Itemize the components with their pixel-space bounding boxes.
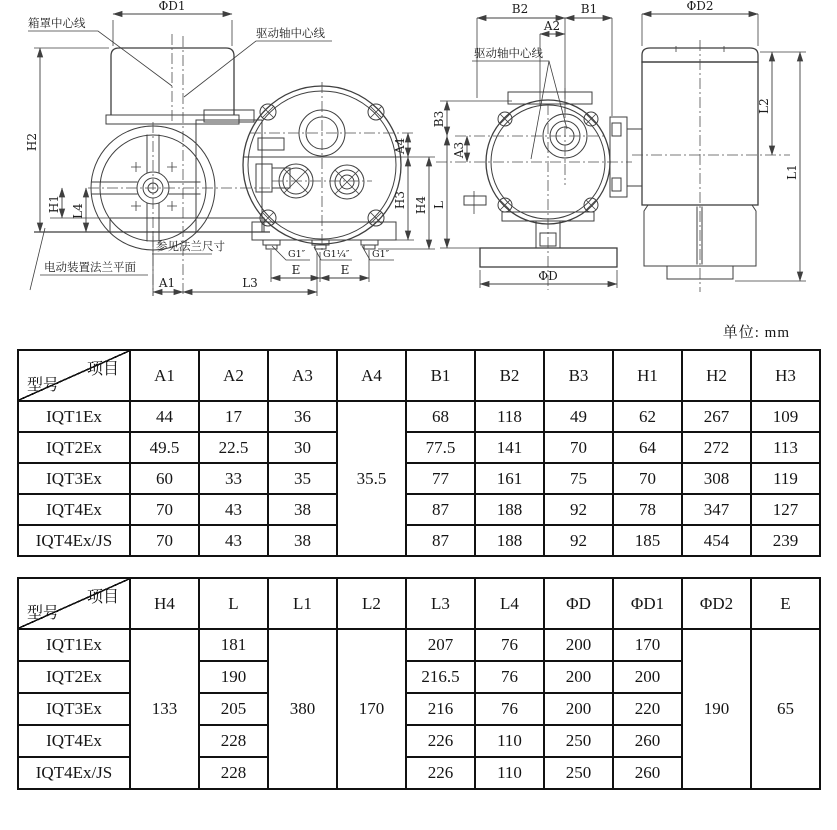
table-cell: 22.5: [199, 432, 268, 463]
table-cell: 188: [475, 525, 544, 556]
table-cell: 207: [406, 629, 475, 661]
dim-label-b3: B3: [432, 110, 446, 128]
dim-label-phi-d: ΦD: [538, 269, 558, 283]
table-cell: 92: [544, 525, 613, 556]
table-cell: 70: [130, 494, 199, 525]
merged-cell-a4: 35.5: [337, 401, 406, 556]
table-cell: 35: [268, 463, 337, 494]
table-cell: 38: [268, 494, 337, 525]
table-cell: 38: [268, 525, 337, 556]
table-cell: 64: [613, 432, 682, 463]
col-header: H3: [751, 350, 820, 401]
col-header: L1: [268, 578, 337, 629]
table-cell: 228: [199, 757, 268, 789]
table-cell: 308: [682, 463, 751, 494]
dim-label-h4: H4: [414, 195, 428, 215]
col-header: B1: [406, 350, 475, 401]
table-cell: 181: [199, 629, 268, 661]
col-header: ΦD: [544, 578, 613, 629]
table-cell: 347: [682, 494, 751, 525]
left-side-view: [25, 0, 332, 296]
col-header: A2: [199, 350, 268, 401]
dim-label-l3: L3: [242, 276, 258, 290]
dim-label-phi-d1: ΦD1: [158, 0, 186, 13]
col-header: L2: [337, 578, 406, 629]
table-cell: 76: [475, 693, 544, 725]
col-header: E: [751, 578, 820, 629]
table-cell: 239: [751, 525, 820, 556]
dim-label-h3: H3: [393, 190, 407, 210]
table-cell: 17: [199, 401, 268, 432]
table-cell: 190: [199, 661, 268, 693]
table-cell: 200: [544, 661, 613, 693]
col-header: A3: [268, 350, 337, 401]
label-g1-left: G1″: [288, 249, 306, 260]
col-header: L3: [406, 578, 475, 629]
model-cell: IQT4Ex: [18, 494, 130, 525]
table-cell: 49.5: [130, 432, 199, 463]
merged-cell-l1: 380: [268, 629, 337, 789]
table-cell: 43: [199, 525, 268, 556]
table-cell: 30: [268, 432, 337, 463]
table-cell: 87: [406, 525, 475, 556]
dim-label-h2: H2: [25, 132, 39, 152]
table-cell: 87: [406, 494, 475, 525]
table-cell: 110: [475, 725, 544, 757]
table-cell: 200: [613, 661, 682, 693]
table-cell: 76: [475, 661, 544, 693]
dimension-table-1: [17, 349, 821, 557]
model-cell: IQT3Ex: [18, 463, 130, 494]
dim-label-l: L: [432, 201, 446, 209]
unit-label: 单位: mm: [722, 325, 790, 341]
table-row: [18, 494, 820, 525]
model-cell: IQT4Ex/JS: [18, 525, 130, 556]
table-cell: 68: [406, 401, 475, 432]
table-cell: 62: [613, 401, 682, 432]
table-cell: 216: [406, 693, 475, 725]
col-header: B2: [475, 350, 544, 401]
table-cell: 454: [682, 525, 751, 556]
label-drive-shaft-centerline-left: 驱动轴中心线: [256, 28, 325, 40]
model-cell: IQT3Ex: [18, 693, 130, 725]
table-cell: 43: [199, 494, 268, 525]
table-cell: 70: [544, 432, 613, 463]
table-row: [18, 401, 820, 432]
table-cell: 250: [544, 725, 613, 757]
dim-label-l4: L4: [71, 203, 85, 219]
corner-label-item: 项目: [86, 589, 119, 606]
table-cell: 78: [613, 494, 682, 525]
dimension-table-2: [17, 577, 821, 790]
table-cell: 110: [475, 757, 544, 789]
table-cell: 188: [475, 494, 544, 525]
table-cell: 92: [544, 494, 613, 525]
corner-header-cell: [18, 578, 130, 629]
col-header: A1: [130, 350, 199, 401]
table-cell: 200: [544, 693, 613, 725]
label-drive-shaft-centerline-right: 驱动轴中心线: [474, 48, 543, 60]
corner-label-model: 型号: [27, 605, 60, 622]
merged-cell-e: 65: [751, 629, 820, 789]
merged-cell-phid2: 190: [682, 629, 751, 789]
model-cell: IQT4Ex/JS: [18, 757, 130, 789]
dim-label-a1: A1: [158, 276, 176, 290]
model-cell: IQT4Ex: [18, 725, 130, 757]
table-cell: 200: [544, 629, 613, 661]
note-flange-plane: 电动装置法兰平面: [44, 262, 136, 274]
table-cell: 260: [613, 757, 682, 789]
table-cell: 260: [613, 725, 682, 757]
col-header: H2: [682, 350, 751, 401]
dim-label-a4: A4: [393, 137, 407, 155]
col-header: L: [199, 578, 268, 629]
table-cell: 250: [544, 757, 613, 789]
table-cell: 113: [751, 432, 820, 463]
col-header: H1: [613, 350, 682, 401]
corner-label-model: 型号: [27, 377, 60, 394]
table-cell: 226: [406, 757, 475, 789]
motor-side-view: [632, 0, 806, 292]
table-cell: 118: [475, 401, 544, 432]
merged-cell-h4: 133: [130, 629, 199, 789]
model-cell: IQT1Ex: [18, 401, 130, 432]
table-cell: 205: [199, 693, 268, 725]
table-cell: 70: [613, 463, 682, 494]
right-front-view: [432, 2, 642, 290]
dim-label-b2: B2: [511, 2, 529, 16]
table-cell: 228: [199, 725, 268, 757]
table-cell: 36: [268, 401, 337, 432]
table-cell: 49: [544, 401, 613, 432]
table-cell: 170: [613, 629, 682, 661]
table-row: [18, 629, 820, 661]
table-cell: 226: [406, 725, 475, 757]
table-cell: 44: [130, 401, 199, 432]
dim-label-phi-d2: ΦD2: [686, 0, 714, 13]
col-header: A4: [337, 350, 406, 401]
table-cell: 267: [682, 401, 751, 432]
dim-label-a2: A2: [543, 19, 561, 33]
table-header-row: [18, 578, 820, 629]
table-cell: 33: [199, 463, 268, 494]
table-cell: 119: [751, 463, 820, 494]
merged-cell-l2: 170: [337, 629, 406, 789]
label-g1-quarter: G1¼″: [323, 249, 350, 260]
table-cell: 75: [544, 463, 613, 494]
model-cell: IQT2Ex: [18, 661, 130, 693]
dim-label-e2: E: [340, 263, 350, 277]
model-cell: IQT2Ex: [18, 432, 130, 463]
table-row: [18, 432, 820, 463]
table-cell: 77.5: [406, 432, 475, 463]
label-box-cover-centerline: 箱罩中心线: [28, 18, 86, 30]
label-g1-right: G1″: [372, 249, 390, 260]
table-cell: 220: [613, 693, 682, 725]
table-cell: 109: [751, 401, 820, 432]
corner-header-cell: [18, 350, 130, 401]
technical-drawing: [0, 0, 837, 312]
dim-label-e1: E: [291, 263, 301, 277]
dim-label-a3: A3: [452, 141, 466, 159]
dim-label-l1: L1: [785, 164, 799, 180]
model-cell: IQT1Ex: [18, 629, 130, 661]
table-cell: 272: [682, 432, 751, 463]
dim-label-l2: L2: [757, 98, 771, 114]
table-cell: 60: [130, 463, 199, 494]
col-header: H4: [130, 578, 199, 629]
table-cell: 185: [613, 525, 682, 556]
table-cell: 216.5: [406, 661, 475, 693]
table-cell: 70: [130, 525, 199, 556]
corner-label-item: 项目: [86, 361, 119, 378]
table-cell: 77: [406, 463, 475, 494]
table-cell: 127: [751, 494, 820, 525]
col-header: B3: [544, 350, 613, 401]
dim-label-h1: H1: [47, 194, 61, 214]
dim-label-b1: B1: [580, 2, 598, 16]
table-cell: 141: [475, 432, 544, 463]
col-header: ΦD1: [613, 578, 682, 629]
table-cell: 161: [475, 463, 544, 494]
col-header: L4: [475, 578, 544, 629]
table-cell: 76: [475, 629, 544, 661]
note-see-flange-size: 参见法兰尺寸: [156, 241, 225, 253]
table-row: [18, 463, 820, 494]
table-header-row: [18, 350, 820, 401]
table-row: [18, 525, 820, 556]
col-header: ΦD2: [682, 578, 751, 629]
